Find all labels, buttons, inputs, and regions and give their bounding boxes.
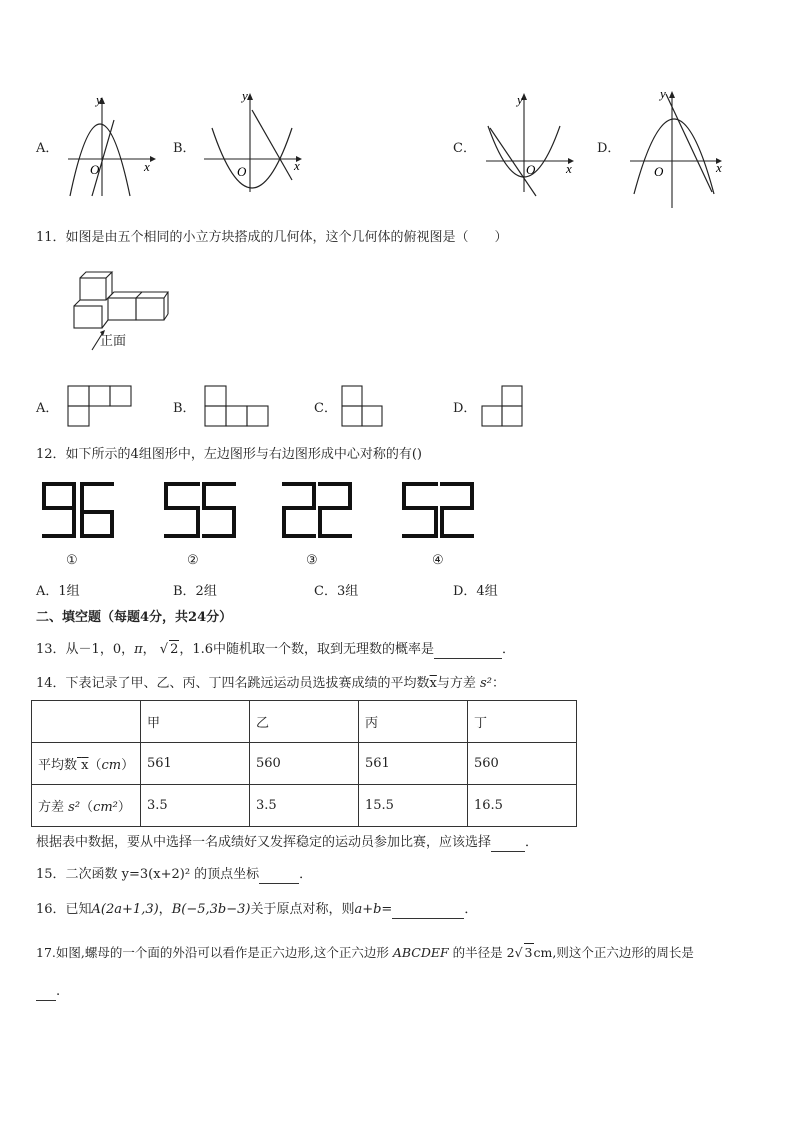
answer-blank <box>36 1000 56 1001</box>
q12-option-a: A．1组 <box>36 584 80 599</box>
origin-label: O <box>526 162 536 177</box>
figure-num-2: ② <box>187 553 199 568</box>
table-cell: 3.5 <box>141 785 250 827</box>
q11-stem: 11．如图是由五个相同的小立方块搭成的几何体，这个几何体的俯视图是（ ） <box>36 230 508 245</box>
row-label: 平均数 x（cm） <box>32 743 141 785</box>
answer-blank <box>392 918 464 919</box>
answer-blank <box>434 658 502 659</box>
q13-sep: ， <box>142 642 156 657</box>
q11-option-b-label: B． <box>173 401 196 416</box>
q12-glyph-figures <box>36 478 496 546</box>
figure-3 <box>284 484 350 536</box>
q10-option-b-label: B． <box>173 141 196 156</box>
q10-option-a-label: A． <box>36 141 59 156</box>
pi-symbol: π <box>134 642 143 657</box>
table-header: 丙 <box>359 701 468 743</box>
figure-num-3: ③ <box>306 553 318 568</box>
axis-x-label: x <box>716 160 722 175</box>
axis-x-label: x <box>294 158 300 173</box>
point-a: A(2a+1,3) <box>91 902 159 917</box>
q11-option-d-label: D． <box>453 401 477 416</box>
q10-graph-c <box>482 88 580 198</box>
figure-2 <box>166 484 234 536</box>
table-header-row <box>32 701 577 743</box>
q10-option-d-label: D． <box>597 141 621 156</box>
figure-num-4: ④ <box>432 553 444 568</box>
q10-option-c-label: C． <box>453 141 476 156</box>
axis-x-label: x <box>566 161 572 176</box>
q13-before: 13．从－1，0， <box>36 642 135 657</box>
point-b: B(−5,3b−3) <box>171 902 251 917</box>
table-header: 乙 <box>250 701 359 743</box>
axis-y-label: y <box>96 92 102 107</box>
section-title: 二、填空题（每题4分，共24分） <box>36 610 233 625</box>
q14-stem <box>36 675 505 693</box>
q11-option-d-figure <box>480 384 526 430</box>
xbar: $\overline{x}$ <box>429 676 437 691</box>
table-cell <box>32 701 141 743</box>
table-header: 丁 <box>468 701 577 743</box>
s2: s² <box>480 676 492 691</box>
table-cell: 16.5 <box>468 785 577 827</box>
score-table <box>31 700 577 827</box>
q12-stem: 12．如下所示的4组图形中，左边图形与右边图形成中心对称的有() <box>36 447 422 462</box>
q12-option-b: B．2组 <box>173 584 217 599</box>
figure-num-1: ① <box>66 553 78 568</box>
origin-label: O <box>654 164 664 179</box>
q16: 16．已知A(2a+1,3)，B(−5,3b−3)关于原点对称，则a+b= ． <box>36 902 478 917</box>
origin-label: O <box>90 162 100 177</box>
q10-graph-d <box>626 84 730 212</box>
axis-y-label: y <box>242 88 248 103</box>
q11-option-b-figure <box>203 384 271 430</box>
axis-x-label: x <box>144 159 150 174</box>
q13-end: ． <box>502 642 516 657</box>
q14-before: 14．下表记录了甲、乙、丙、丁四名跳远运动员选拔赛成绩的平均数 <box>36 676 430 691</box>
q17: 17.如图,螺母的一个面的外沿可以看作是正六边形,这个正六边形 ABCDEF 的半径是 2√ 3cm,则这个正六边形的周长是 <box>36 945 694 960</box>
front-label: 正面 <box>100 334 127 349</box>
q15: 15．二次函数 y=3(x+2)² 的顶点坐标 ． <box>36 867 313 882</box>
table-header: 甲 <box>141 701 250 743</box>
table-cell: 560 <box>250 743 359 785</box>
q13-after: ，1.6中随机取一个数，取到无理数的概率是 <box>179 642 435 657</box>
origin-label: O <box>237 164 247 179</box>
axis-y-label: y <box>517 92 523 107</box>
q11-option-a-label: A． <box>36 401 59 416</box>
table-cell: 560 <box>468 743 577 785</box>
figure-1 <box>44 484 112 536</box>
q10-graph-b <box>200 88 310 196</box>
q11-option-a-figure <box>66 384 134 430</box>
q17-line2: . <box>36 983 60 1001</box>
q13: 13．从－1，0，π， √ 2，1.6中随机取一个数，取到无理数的概率是 ． <box>36 642 516 657</box>
table-row <box>32 743 577 785</box>
q14-end: ： <box>491 676 505 691</box>
q10-graph-a <box>62 92 158 200</box>
q14-mid: 与方差 <box>436 676 476 691</box>
axis-y-label: y <box>660 86 666 101</box>
hexagon-name: ABCDEF <box>392 945 449 960</box>
figure-4 <box>404 484 472 536</box>
q14-after: 根据表中数据，要从中选择一名成绩好又发挥稳定的运动员参加比赛，应该选择 ． <box>36 835 539 850</box>
answer-blank <box>259 883 299 884</box>
answer-blank <box>491 851 525 852</box>
q11-option-c-label: C． <box>314 401 337 416</box>
sqrt-arg: 2 <box>170 642 179 657</box>
q12-option-d: D．4组 <box>453 584 498 599</box>
table-cell: 15.5 <box>359 785 468 827</box>
table-cell: 3.5 <box>250 785 359 827</box>
table-cell: 561 <box>141 743 250 785</box>
q11-option-c-figure <box>340 384 386 430</box>
q12-option-c: C．3组 <box>314 584 359 599</box>
row-label: 方差 s²（cm²） <box>32 785 141 827</box>
table-cell: 561 <box>359 743 468 785</box>
table-row <box>32 785 577 827</box>
